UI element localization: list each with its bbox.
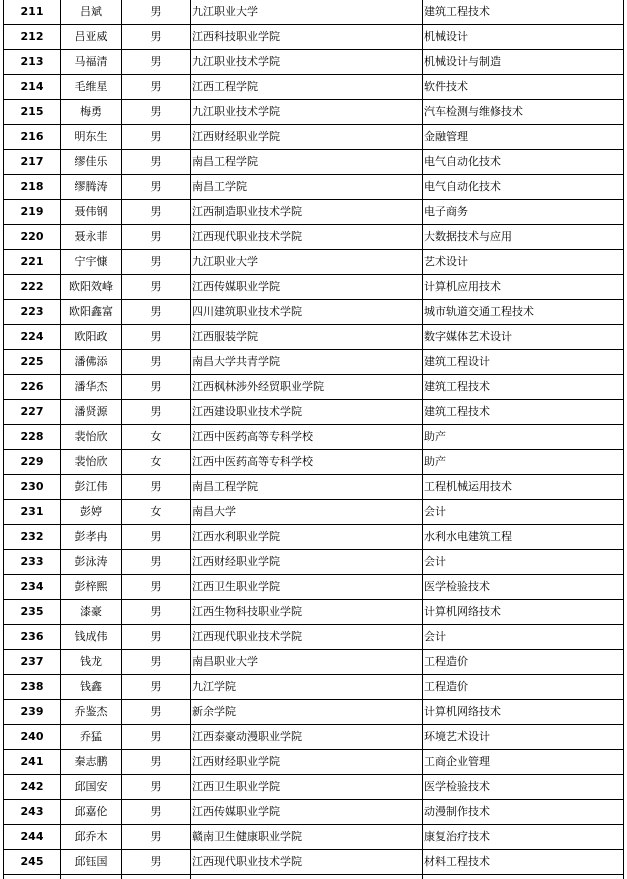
cell-school: 江西中医药高等专科学校 (191, 450, 423, 475)
table-row (4, 700, 624, 725)
table-row (4, 250, 624, 275)
table-row (4, 350, 624, 375)
cell-major: 机械设计与制造 (423, 50, 624, 75)
cell-school: 江西现代职业技术学院 (191, 625, 423, 650)
table-row (4, 450, 624, 475)
cell-gender: 男 (122, 850, 191, 875)
table-row (4, 650, 624, 675)
cell-number: 232 (4, 525, 61, 550)
cell-name: 邱嘉伦 (61, 800, 122, 825)
table-row (4, 525, 624, 550)
cell-name: 钱成伟 (61, 625, 122, 650)
cell-number: 226 (4, 375, 61, 400)
cell-school: 江西传媒职业学院 (191, 275, 423, 300)
cell-name: 乔猛 (61, 725, 122, 750)
cell-number: 224 (4, 325, 61, 350)
table-row (4, 200, 624, 225)
blank-cell (191, 875, 423, 879)
cell-major: 电气自动化技术 (423, 175, 624, 200)
table-bottom-edge (4, 875, 624, 879)
cell-number: 233 (4, 550, 61, 575)
table-row (4, 750, 624, 775)
cell-major: 助产 (423, 450, 624, 475)
cell-major: 建筑工程设计 (423, 350, 624, 375)
cell-gender: 男 (122, 300, 191, 325)
cell-name: 裴怡欣 (61, 425, 122, 450)
cell-major: 医学检验技术 (423, 775, 624, 800)
cell-name: 马福清 (61, 50, 122, 75)
cell-major: 机械设计 (423, 25, 624, 50)
cell-major: 工程造价 (423, 650, 624, 675)
cell-gender: 男 (122, 650, 191, 675)
cell-gender: 男 (122, 725, 191, 750)
cell-name: 乔鉴杰 (61, 700, 122, 725)
cell-school: 四川建筑职业技术学院 (191, 300, 423, 325)
table-row (4, 575, 624, 600)
cell-name: 彭婷 (61, 500, 122, 525)
table-row (4, 725, 624, 750)
cell-school: 江西财经职业学院 (191, 550, 423, 575)
cell-gender: 男 (122, 475, 191, 500)
cell-name: 吕亚威 (61, 25, 122, 50)
cell-gender: 男 (122, 175, 191, 200)
cell-name: 欧阳鑫富 (61, 300, 122, 325)
cell-name: 明东生 (61, 125, 122, 150)
cell-school: 南昌大学 (191, 500, 423, 525)
table-row (4, 275, 624, 300)
cell-name: 彭梓熙 (61, 575, 122, 600)
cell-school: 南昌工程学院 (191, 150, 423, 175)
cell-name: 邱钰国 (61, 850, 122, 875)
cell-school: 江西枫林涉外经贸职业学院 (191, 375, 423, 400)
table-row (4, 475, 624, 500)
table-row (4, 150, 624, 175)
cell-major: 汽车检测与维修技术 (423, 100, 624, 125)
cell-name: 邱乔木 (61, 825, 122, 850)
table-row (4, 50, 624, 75)
cell-gender: 女 (122, 500, 191, 525)
cell-major: 城市轨道交通工程技术 (423, 300, 624, 325)
cell-name: 彭孝冉 (61, 525, 122, 550)
cell-number: 242 (4, 775, 61, 800)
cell-school: 江西水利职业学院 (191, 525, 423, 550)
cell-school: 江西财经职业学院 (191, 125, 423, 150)
cell-name: 漆豪 (61, 600, 122, 625)
cell-gender: 男 (122, 800, 191, 825)
cell-name: 彭泳涛 (61, 550, 122, 575)
cell-name: 钱龙 (61, 650, 122, 675)
cell-number: 240 (4, 725, 61, 750)
cell-number: 234 (4, 575, 61, 600)
cell-school: 江西建设职业技术学院 (191, 400, 423, 425)
cell-gender: 男 (122, 250, 191, 275)
blank-cell (61, 875, 122, 879)
cell-gender: 男 (122, 150, 191, 175)
cell-gender: 男 (122, 625, 191, 650)
cell-major: 材料工程技术 (423, 850, 624, 875)
blank-cell (423, 875, 624, 879)
table-row (4, 800, 624, 825)
cell-number: 235 (4, 600, 61, 625)
cell-school: 九江职业大学 (191, 250, 423, 275)
blank-cell (4, 875, 61, 879)
table-row (4, 225, 624, 250)
cell-major: 建筑工程技术 (423, 400, 624, 425)
cell-school: 江西制造职业技术学院 (191, 200, 423, 225)
cell-school: 江西传媒职业学院 (191, 800, 423, 825)
cell-name: 吕斌 (61, 0, 122, 25)
cell-number: 237 (4, 650, 61, 675)
cell-number: 229 (4, 450, 61, 475)
cell-school: 南昌职业大学 (191, 650, 423, 675)
table-row (4, 775, 624, 800)
cell-major: 电气自动化技术 (423, 150, 624, 175)
cell-name: 缪佳乐 (61, 150, 122, 175)
cell-number: 230 (4, 475, 61, 500)
cell-school: 南昌工程学院 (191, 475, 423, 500)
table-row (4, 100, 624, 125)
cell-number: 231 (4, 500, 61, 525)
cell-number: 244 (4, 825, 61, 850)
table-row (4, 125, 624, 150)
cell-school: 九江职业技术学院 (191, 100, 423, 125)
cell-major: 电子商务 (423, 200, 624, 225)
cell-school: 江西生物科技职业学院 (191, 600, 423, 625)
table-row (4, 850, 624, 875)
cell-number: 217 (4, 150, 61, 175)
cell-school: 江西卫生职业学院 (191, 575, 423, 600)
cell-gender: 男 (122, 50, 191, 75)
table-row (4, 325, 624, 350)
cell-name: 潘佛添 (61, 350, 122, 375)
cell-number: 215 (4, 100, 61, 125)
cell-number: 239 (4, 700, 61, 725)
cell-number: 238 (4, 675, 61, 700)
cell-gender: 男 (122, 600, 191, 625)
cell-major: 医学检验技术 (423, 575, 624, 600)
cell-gender: 男 (122, 75, 191, 100)
cell-gender: 男 (122, 325, 191, 350)
cell-name: 聂伟钢 (61, 200, 122, 225)
cell-school: 新余学院 (191, 700, 423, 725)
cell-number: 227 (4, 400, 61, 425)
cell-major: 大数据技术与应用 (423, 225, 624, 250)
cell-number: 211 (4, 0, 61, 25)
cell-school: 南昌大学共青学院 (191, 350, 423, 375)
cell-major: 工程造价 (423, 675, 624, 700)
cell-name: 缪腾涛 (61, 175, 122, 200)
cell-major: 金融管理 (423, 125, 624, 150)
cell-name: 欧阳政 (61, 325, 122, 350)
cell-major: 环境艺术设计 (423, 725, 624, 750)
table-row (4, 175, 624, 200)
cell-number: 219 (4, 200, 61, 225)
cell-number: 223 (4, 300, 61, 325)
cell-gender: 男 (122, 125, 191, 150)
table-row (4, 550, 624, 575)
table-row (4, 425, 624, 450)
cell-gender: 男 (122, 0, 191, 25)
cell-major: 艺术设计 (423, 250, 624, 275)
cell-gender: 男 (122, 350, 191, 375)
cell-gender: 男 (122, 375, 191, 400)
table-row (4, 75, 624, 100)
cell-school: 江西服装学院 (191, 325, 423, 350)
cell-number: 241 (4, 750, 61, 775)
cell-name: 潘贤源 (61, 400, 122, 425)
cell-major: 康复治疗技术 (423, 825, 624, 850)
cell-number: 214 (4, 75, 61, 100)
cell-gender: 男 (122, 525, 191, 550)
cell-name: 毛维星 (61, 75, 122, 100)
cell-number: 236 (4, 625, 61, 650)
cell-gender: 男 (122, 225, 191, 250)
cell-name: 潘华杰 (61, 375, 122, 400)
cell-school: 九江职业技术学院 (191, 50, 423, 75)
student-table (3, 0, 624, 879)
cell-number: 213 (4, 50, 61, 75)
cell-gender: 男 (122, 750, 191, 775)
table-row (4, 600, 624, 625)
cell-major: 建筑工程技术 (423, 0, 624, 25)
cell-gender: 男 (122, 100, 191, 125)
cell-gender: 男 (122, 25, 191, 50)
cell-name: 彭江伟 (61, 475, 122, 500)
cell-major: 水利水电建筑工程 (423, 525, 624, 550)
table-row (4, 300, 624, 325)
cell-school: 九江职业大学 (191, 0, 423, 25)
cell-number: 225 (4, 350, 61, 375)
cell-number: 228 (4, 425, 61, 450)
cell-gender: 女 (122, 425, 191, 450)
table-row (4, 500, 624, 525)
cell-name: 梅勇 (61, 100, 122, 125)
cell-school: 九江学院 (191, 675, 423, 700)
cell-gender: 男 (122, 275, 191, 300)
cell-gender: 男 (122, 550, 191, 575)
cell-major: 计算机网络技术 (423, 600, 624, 625)
cell-name: 欧阳效峰 (61, 275, 122, 300)
cell-number: 216 (4, 125, 61, 150)
cell-school: 江西科技职业学院 (191, 25, 423, 50)
cell-name: 秦志鹏 (61, 750, 122, 775)
cell-school: 江西泰豪动漫职业学院 (191, 725, 423, 750)
table-row (4, 0, 624, 25)
cell-school: 江西工程学院 (191, 75, 423, 100)
cell-major: 会计 (423, 550, 624, 575)
table-row (4, 400, 624, 425)
cell-major: 计算机应用技术 (423, 275, 624, 300)
cell-name: 邱国安 (61, 775, 122, 800)
cell-major: 计算机网络技术 (423, 700, 624, 725)
cell-school: 赣南卫生健康职业学院 (191, 825, 423, 850)
cell-number: 222 (4, 275, 61, 300)
cell-gender: 男 (122, 775, 191, 800)
cell-school: 江西现代职业技术学院 (191, 850, 423, 875)
table-row (4, 825, 624, 850)
cell-major: 数字媒体艺术设计 (423, 325, 624, 350)
table-row (4, 375, 624, 400)
cell-gender: 男 (122, 575, 191, 600)
cell-name: 裴怡欣 (61, 450, 122, 475)
cell-school: 江西现代职业技术学院 (191, 225, 423, 250)
cell-name: 聂永菲 (61, 225, 122, 250)
cell-gender: 男 (122, 825, 191, 850)
cell-number: 212 (4, 25, 61, 50)
cell-number: 243 (4, 800, 61, 825)
cell-gender: 女 (122, 450, 191, 475)
cell-name: 钱鑫 (61, 675, 122, 700)
cell-number: 245 (4, 850, 61, 875)
blank-cell (122, 875, 191, 879)
cell-gender: 男 (122, 700, 191, 725)
cell-number: 218 (4, 175, 61, 200)
table-row (4, 625, 624, 650)
table-row (4, 675, 624, 700)
table-row (4, 25, 624, 50)
cell-gender: 男 (122, 675, 191, 700)
cell-major: 会计 (423, 625, 624, 650)
cell-major: 工商企业管理 (423, 750, 624, 775)
cell-number: 221 (4, 250, 61, 275)
cell-school: 江西卫生职业学院 (191, 775, 423, 800)
cell-gender: 男 (122, 200, 191, 225)
cell-major: 软件技术 (423, 75, 624, 100)
cell-school: 南昌工学院 (191, 175, 423, 200)
cell-major: 助产 (423, 425, 624, 450)
cell-major: 会计 (423, 500, 624, 525)
cell-gender: 男 (122, 400, 191, 425)
table-body (4, 0, 624, 879)
cell-major: 动漫制作技术 (423, 800, 624, 825)
cell-major: 工程机械运用技术 (423, 475, 624, 500)
cell-school: 江西中医药高等专科学校 (191, 425, 423, 450)
cell-number: 220 (4, 225, 61, 250)
cell-major: 建筑工程技术 (423, 375, 624, 400)
cell-name: 宁宇慷 (61, 250, 122, 275)
cell-school: 江西财经职业学院 (191, 750, 423, 775)
